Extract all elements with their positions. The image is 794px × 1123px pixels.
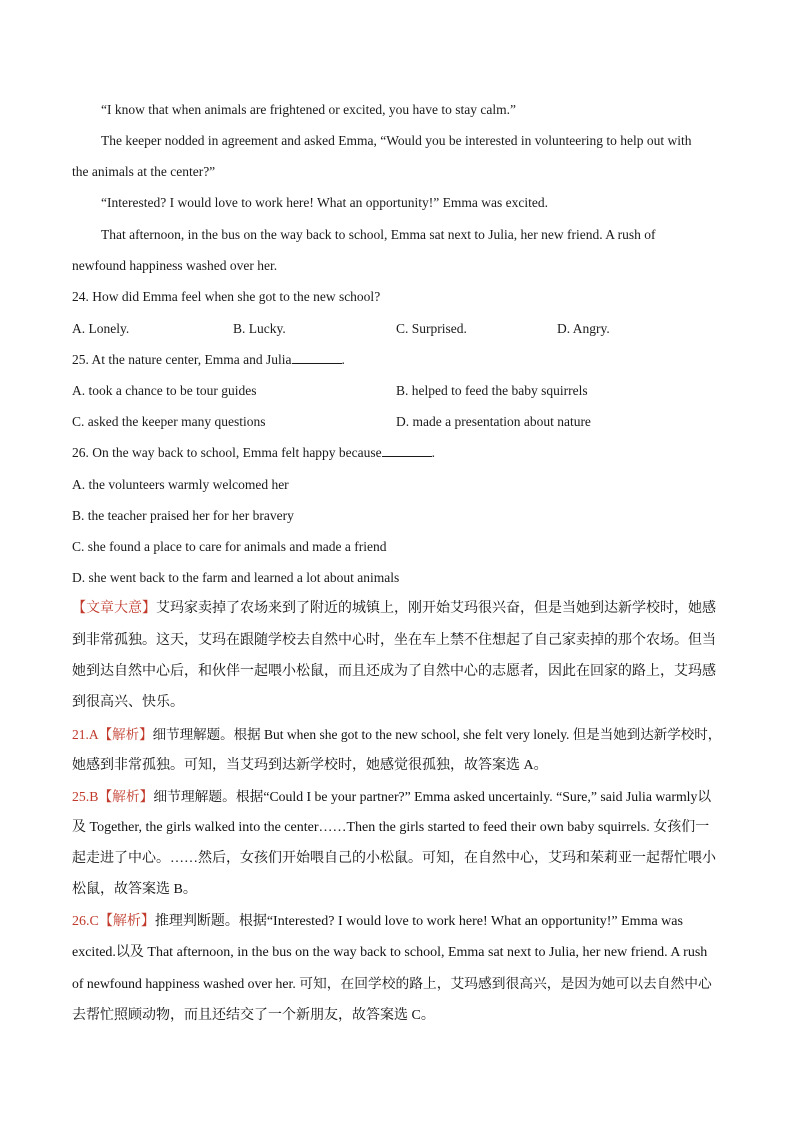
question-24-option-a: A. Lonely. xyxy=(72,321,130,336)
answer-21-tag: 【解析】 xyxy=(98,727,153,742)
answer-26-tag: 【解析】 xyxy=(98,914,155,929)
question-26-option-b: B. the teacher praised her for her bravery xyxy=(72,508,294,523)
question-26-stem-end: . xyxy=(431,445,436,460)
answer-26-line-3: of newfound happiness washed over her. 可知，在回学校的路上，艾玛感到很高兴，是因为她可以去自然中心 xyxy=(72,976,712,991)
summary-text: 艾玛家卖掉了农场来到了附近的城镇上，刚开始艾玛很兴奋，但是当她到达新学校时，她感 xyxy=(156,601,716,616)
answer-25-line-4: 松鼠，故答案选 B。 xyxy=(72,882,197,897)
answer-26-line-2: excited.以及 That afternoon, in the bus on the way back to school, Emma sat next to Julia, her new friend. A rush xyxy=(72,945,708,960)
question-25-option-a: A. took a chance to be tour guides xyxy=(72,383,257,398)
summary-line-2: 到非常孤独。这天，艾玛在跟随学校去自然中心时，坐在车上禁不住想起了自己家卖掉的那个农场。但当 xyxy=(72,633,716,648)
passage-paragraph-2-line-2: the animals at the center?” xyxy=(72,164,216,179)
question-25-option-d: D. made a presentation about nature xyxy=(396,414,591,429)
answer-25-line-1 xyxy=(72,788,722,806)
question-26-stem: 26. On the way back to school, Emma felt happy because xyxy=(72,445,382,460)
answer-26-line-1 xyxy=(72,913,722,931)
answer-25-tag: 【解析】 xyxy=(98,789,154,804)
question-25-option-b: B. helped to feed the baby squirrels xyxy=(396,383,588,398)
question-24-option-c: C. Surprised. xyxy=(396,321,467,336)
question-24-option-d: D. Angry. xyxy=(557,321,610,336)
question-25-stem-end: . xyxy=(341,352,345,367)
question-25-stem-row xyxy=(72,351,722,369)
answer-21-line-1 xyxy=(72,726,722,744)
answer-25-line-2: 及 Together, the girls walked into the center……Then the girls started to feed their own baby squirrels. 女孩们一 xyxy=(72,820,710,835)
question-26-option-c: C. she found a place to care for animals and made a friend xyxy=(72,539,387,554)
question-24-option-b: B. Lucky. xyxy=(233,321,286,336)
summary-tag: 【文章大意】 xyxy=(72,601,156,616)
answer-21-number: 21.A xyxy=(72,727,99,742)
passage-paragraph-3: “Interested? I would love to work here! What an opportunity!” Emma was excited. xyxy=(101,195,548,210)
passage-paragraph-4-line-1: That afternoon, in the bus on the way back to school, Emma sat next to Julia, her new friend. A rush of xyxy=(101,227,656,242)
answer-26-line-4: 去帮忙照顾动物，而且还结交了一个新朋友，故答案选 C。 xyxy=(72,1008,435,1023)
answer-25-line-3: 起走进了中心。……然后，女孩们开始喂自己的小松鼠。可知，在自然中心，艾玛和茱莉亚一起帮忙喂小 xyxy=(72,851,716,866)
summary-line-4: 到很高兴、快乐。 xyxy=(72,695,184,710)
answer-blank xyxy=(382,444,432,457)
answer-25-text: 细节理解题。根据“Could I be your partner?” Emma asked uncertainly. “Sure,” said Julia warmly以 xyxy=(153,789,712,804)
question-26-stem-row xyxy=(72,444,722,462)
answer-21-text: 细节理解题。根据 But when she got to the new school, she felt very lonely. 但是当她到达新学校时， xyxy=(152,727,722,742)
answer-25-number: 25.B xyxy=(72,789,99,804)
passage-paragraph-4-line-2: newfound happiness washed over her. xyxy=(72,258,278,273)
answer-26-text: 推理判断题。根据“Interested? I would love to work here! What an opportunity!” Emma was xyxy=(154,914,683,929)
summary-line-1 xyxy=(72,600,722,618)
passage-paragraph-2-line-1: The keeper nodded in agreement and asked Emma, “Would you be interested in volunteering to help out with xyxy=(101,133,692,148)
question-26-option-d: D. she went back to the farm and learned a lot about animals xyxy=(72,570,400,585)
passage-paragraph-1: “I know that when animals are frightened or excited, you have to stay calm.” xyxy=(101,102,516,117)
question-26-option-a: A. the volunteers warmly welcomed her xyxy=(72,477,289,492)
question-25-option-c: C. asked the keeper many questions xyxy=(72,414,266,429)
summary-line-3: 她到达自然中心后，和伙伴一起喂小松鼠，而且还成为了自然中心的志愿者，因此在回家的路上，艾玛感 xyxy=(72,664,716,679)
question-25-stem: 25. At the nature center, Emma and Julia xyxy=(72,352,292,367)
question-24-stem: 24. How did Emma feel when she got to the new school? xyxy=(72,289,381,304)
answer-blank xyxy=(292,351,342,364)
answer-26-number: 26.C xyxy=(72,914,99,929)
answer-21-line-2: 她感到非常孤独。可知，当艾玛到达新学校时，她感觉很孤独，故答案选 A。 xyxy=(72,758,548,773)
